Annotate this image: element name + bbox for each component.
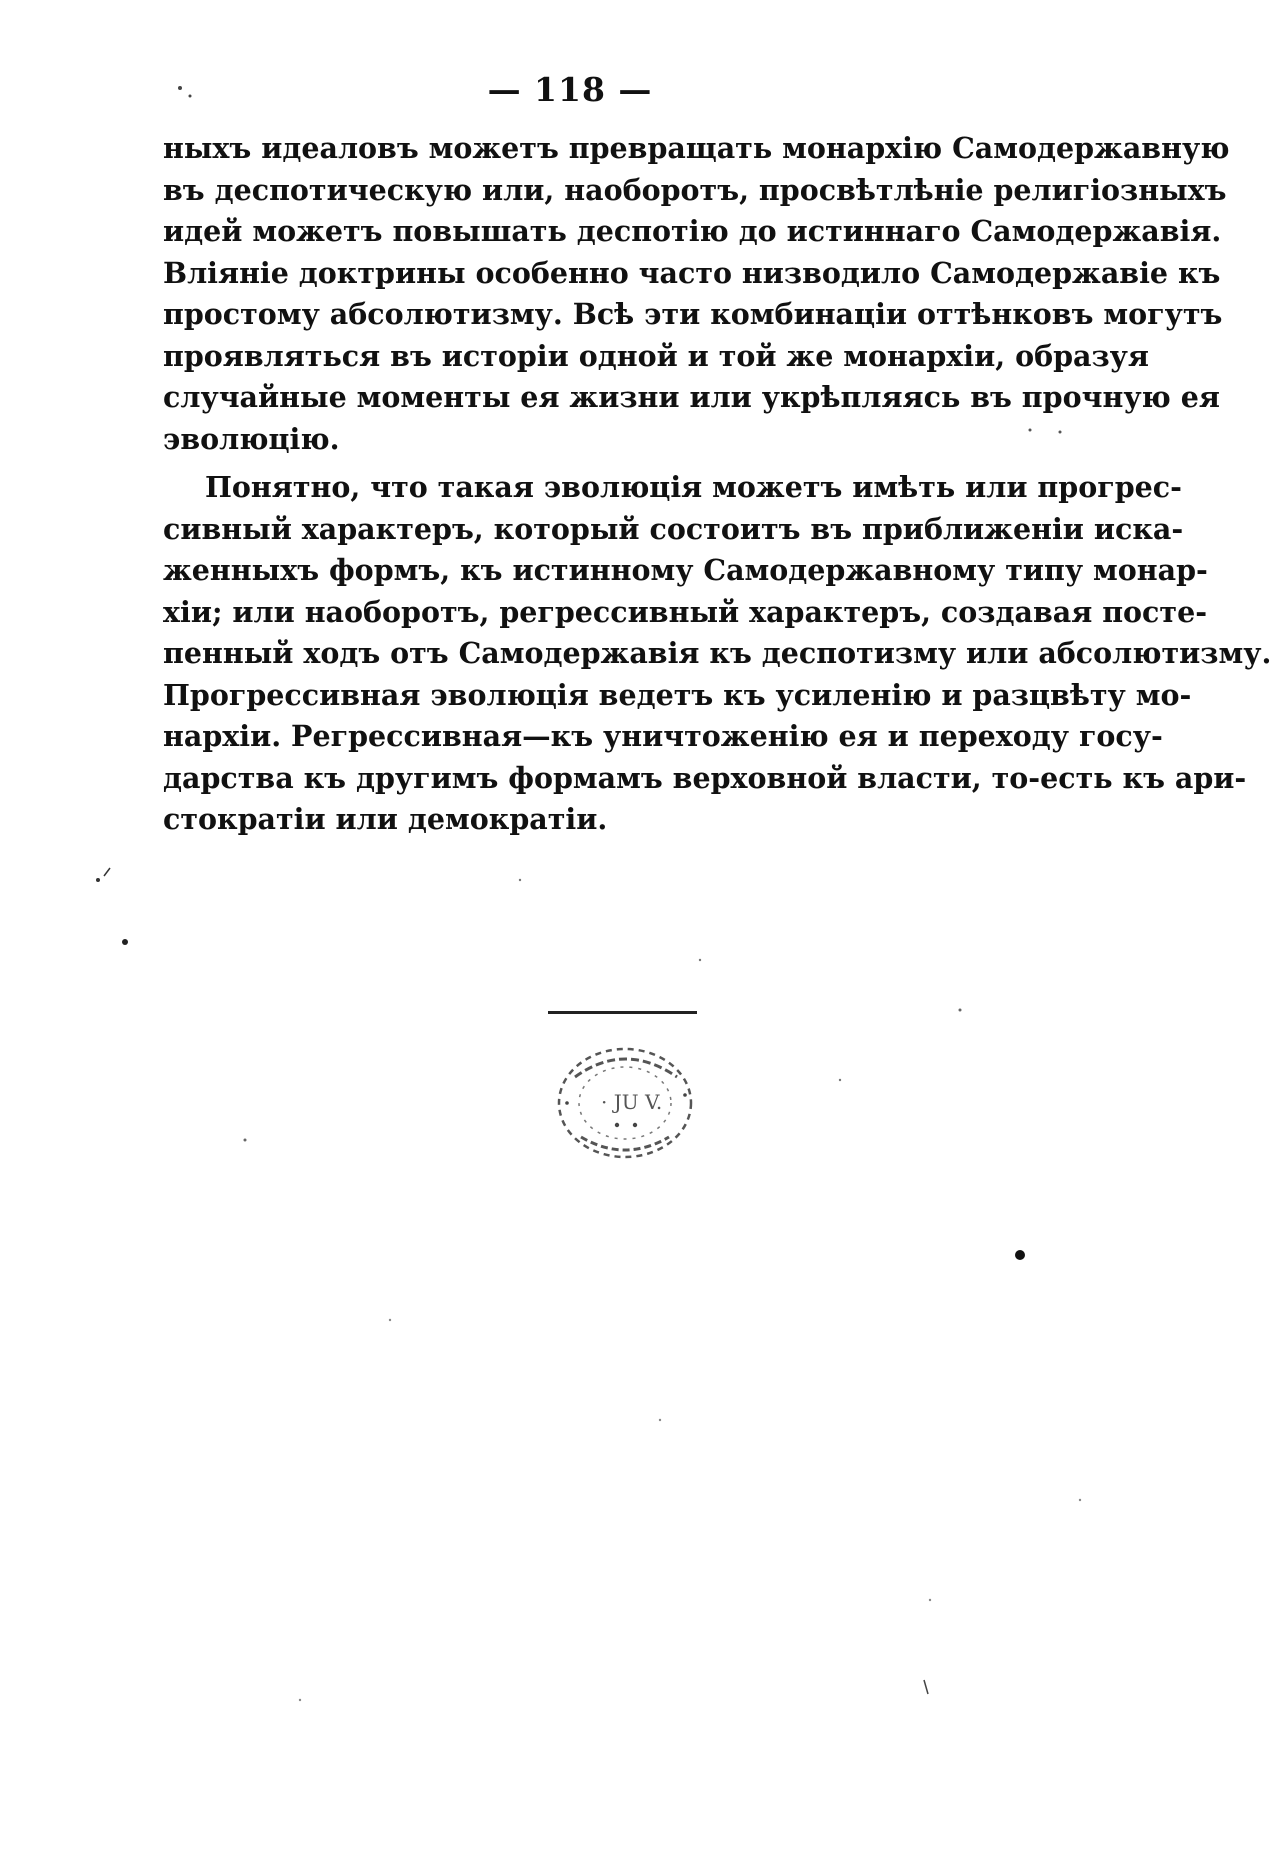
text-line: въ деспотическую или, наоборотъ, просвѣтлѣніе религіозныхъ [163, 172, 1227, 207]
end-rule [548, 1011, 697, 1014]
svg-text:· ЈU V.: · ЈU V. [601, 1090, 663, 1114]
text-line: хіи; или наоборотъ, регрессивный характеръ, создавая посте- [163, 594, 1208, 629]
text-line: сивный характеръ, который состоитъ въ приближеніи иска- [163, 511, 1184, 546]
text-line: Прогрессивная эволюція ведетъ къ усиленію и разцвѣту мо- [163, 677, 1192, 712]
paragraph-2 [163, 467, 1182, 509]
text-line: Понятно, что такая эволюція можетъ имѣть или прогрес- [205, 470, 1182, 504]
text-line: нархіи. Регрессивная—къ уничтоженію ея и переходу госу- [163, 719, 1163, 753]
page-number: — 118 — [487, 70, 653, 109]
text-line: пенный ходъ отъ Самодержавія къ деспотизму или абсолютизму. [163, 636, 1271, 670]
text-line: простому абсолютизму. Всѣ эти комбинаціи оттѣнковъ могутъ [163, 297, 1223, 331]
library-stamp-icon [545, 1033, 705, 1173]
text-line: Вліяніе доктрины особенно часто низводило Самодержавіе къ [163, 255, 1221, 290]
text-line: идей можетъ повышать деспотію до истиннаго Самодержавія. [163, 214, 1222, 248]
paragraph-1 [163, 128, 1230, 460]
text-line: проявляться въ исторіи одной и той же монархіи, образуя [163, 338, 1149, 373]
text-line: случайные моменты ея жизни или укрѣпляясь въ прочную ея [163, 380, 1220, 414]
text-line: женныхъ формъ, къ истинному Самодержавному типу монар- [163, 553, 1208, 587]
text-line: дарства къ другимъ формамъ верховной власти, то-есть къ ари- [163, 760, 1247, 795]
body-text [163, 128, 1271, 841]
text-line: эволюцію. [163, 421, 340, 456]
paragraph-2-body [163, 509, 1271, 841]
text-line: ныхъ идеаловъ можетъ превращать монархію Самодержавную [163, 131, 1230, 165]
text-line: стократіи или демократіи. [163, 802, 608, 836]
